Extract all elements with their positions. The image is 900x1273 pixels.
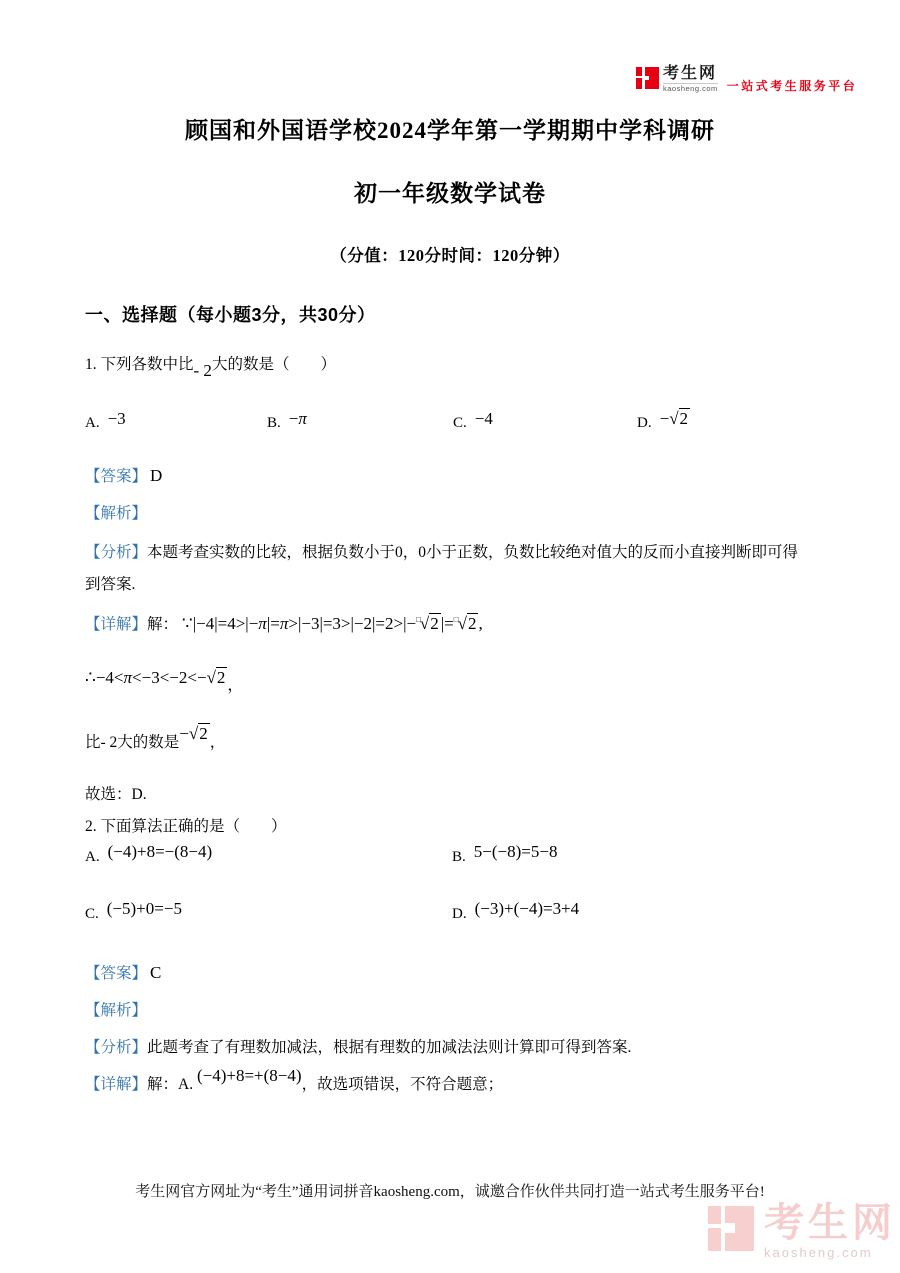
q1-compare-prefix: 比- 2大的数是 (85, 734, 180, 751)
q1-conclusion: 故选：D. (85, 786, 147, 803)
watermark-brand-name: 考生网 (764, 1201, 896, 1245)
q1-compare-line (85, 724, 815, 752)
q1-therefore-formula: ∴−4<π<−3<−2<−√2 (85, 668, 226, 687)
question-2-options-row-2 (85, 899, 815, 947)
question-1-stem (85, 352, 815, 380)
q2-xiangjie-line (85, 1066, 815, 1094)
question-2-stem: 2. 下面算法正确的是（ ） (85, 818, 287, 835)
logo-brand-name: 考生网 (663, 65, 718, 82)
q2-option-c: C. (−5)+0=−5 (85, 899, 182, 922)
q1-option-c: C. −4 (453, 409, 493, 431)
question-2-options-row-1 (85, 842, 815, 890)
kaosheng-watermark (708, 1203, 896, 1259)
q1-option-a: A. −3 (85, 409, 126, 431)
footer-text: 考生网官方网址为“考生”通用词拼音kaosheng.com，诚邀合作伙伴共同打造一站式考生服务平台! (135, 1184, 765, 1200)
q2-xiangjie-intro: 解：A. (147, 1076, 194, 1093)
analysis-tag: 【解析】 (85, 505, 148, 522)
exam-subtitle: 初一年级数学试卷 (354, 181, 546, 206)
question-1-options (85, 409, 815, 446)
q1-xiangjie-line (85, 612, 815, 634)
q1-option-d: D. −√2 (637, 409, 689, 431)
q2-analysis-tag-line (85, 998, 815, 1020)
q1-answer-letter: D (150, 466, 163, 485)
section-heading-choice: 一、选择题（每小题3分，共30分） (85, 305, 376, 325)
q1-therefore-line (85, 665, 815, 694)
watermark-domain-text: kaosheng.com (764, 1245, 873, 1260)
q2-option-b: B. 5−(−8)=5−8 (452, 842, 558, 865)
q2-fenxi-paragraph (85, 1035, 815, 1057)
exam-score-time-meta: （分值：120分时间：120分钟） (330, 246, 570, 265)
kaosheng-watermark-icon (708, 1203, 754, 1253)
logo-tagline: 一站式考生服务平台 (726, 79, 858, 93)
logo-domain-text: kaosheng.com (663, 84, 718, 93)
exam-title: 顾国和外国语学校2024学年第一学期期中学科调研 (185, 118, 715, 143)
q1-compare-comma: ， (209, 734, 226, 751)
q1-answer-line (85, 464, 815, 486)
q1-option-b: B. −π (267, 409, 307, 431)
q2-option-a: A. (−4)+8=−(8−4) (85, 842, 213, 865)
xiangjie-tag: 【详解】 (85, 1076, 148, 1093)
q2-xiangjie-formula: (−4)+8=+(8−4) (196, 1066, 302, 1085)
fenxi-tag: 【分析】 (85, 544, 148, 561)
q2-option-d: D. (−3)+(−4)=3+4 (452, 899, 580, 922)
answer-tag: 【答案】 (85, 965, 148, 982)
answer-tag: 【答案】 (85, 468, 148, 485)
q1-analysis-tag-line (85, 501, 815, 523)
q1-stem-prefix: 1. 下列各数中比 (85, 356, 194, 373)
xiangjie-tag: 【详解】 (85, 616, 148, 633)
q2-answer-letter: C (150, 963, 162, 982)
q1-stem-number: - 2 (193, 361, 212, 380)
analysis-tag: 【解析】 (85, 1002, 148, 1019)
q1-fenxi-paragraph (85, 537, 809, 601)
q2-xiangjie-suffix: ，故选项错误，不符合题意； (301, 1076, 504, 1093)
q2-fenxi-text: 此题考查了有理数加减法，根据有理数的加减法法则计算即可得到答案. (147, 1039, 632, 1056)
q1-xiangjie-intro: 解： (147, 616, 179, 633)
fenxi-tag: 【分析】 (85, 1039, 148, 1056)
q1-fenxi-text: 本题考查实数的比较，根据负数小于0，0小于正数，负数比较绝对值大的反而小直接判断即可得到答案. (85, 544, 799, 593)
q1-compare-formula: −√2 (179, 724, 208, 743)
q1-stem-suffix: 大的数是（ ） (211, 356, 336, 373)
exam-content (85, 0, 815, 1273)
q1-therefore-comma: ， (227, 677, 244, 694)
q1-xiangjie-formula: ∵|−4|=4>|−π|=π>|−3|=3>|−2|=2>|−□√2 |=□√2 , (181, 614, 483, 633)
q2-answer-line (85, 961, 815, 983)
